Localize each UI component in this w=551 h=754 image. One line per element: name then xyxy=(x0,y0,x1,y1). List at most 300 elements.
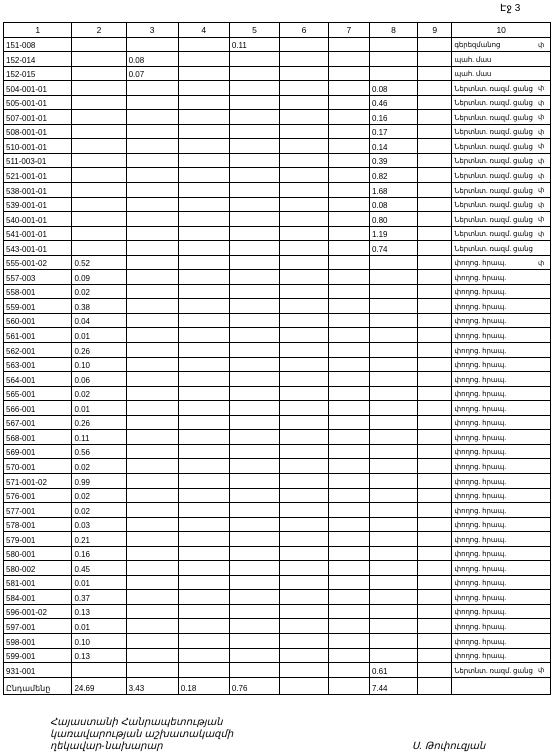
table-cell: 538-001-01 xyxy=(4,183,72,198)
table-cell xyxy=(126,663,178,678)
table-cell: 1 xyxy=(4,23,72,38)
table-cell xyxy=(229,212,279,227)
table-cell xyxy=(229,197,279,212)
table-cell: փողոց. հրապ. xyxy=(452,313,551,328)
table-cell xyxy=(328,343,369,358)
table-cell xyxy=(229,444,279,459)
table-cell xyxy=(328,110,369,125)
table-cell xyxy=(229,313,279,328)
table-cell xyxy=(72,95,126,110)
table-cell: փողոց. հրապ. xyxy=(452,372,551,387)
table-cell: 4 xyxy=(178,23,229,38)
table-cell xyxy=(418,648,452,663)
table-cell: փողոց. հրապ. xyxy=(452,604,551,619)
table-cell xyxy=(280,473,329,488)
table-cell: 1.68 xyxy=(369,183,417,198)
table-cell: 566-001 xyxy=(4,401,72,416)
table-cell xyxy=(178,386,229,401)
table-cell xyxy=(72,153,126,168)
table-cell: 7 xyxy=(328,23,369,38)
table-cell xyxy=(178,575,229,590)
table-cell xyxy=(280,488,329,503)
table-body xyxy=(4,23,551,695)
table-cell xyxy=(126,590,178,605)
table-cell xyxy=(328,284,369,299)
table-cell xyxy=(126,139,178,154)
table-cell xyxy=(126,488,178,503)
table-cell xyxy=(229,488,279,503)
table-cell xyxy=(178,183,229,198)
table-cell xyxy=(369,546,417,561)
table-cell xyxy=(229,575,279,590)
table-cell xyxy=(280,430,329,445)
table-cell: 0.82 xyxy=(369,168,417,183)
table-cell xyxy=(126,503,178,518)
signature-title-line: ղեկավար-նախարար xyxy=(50,741,163,752)
table-cell xyxy=(178,313,229,328)
table-cell: 0.18 xyxy=(178,677,229,694)
table-cell xyxy=(369,561,417,576)
table-cell: Ներտնտ. ռազմ. ցանց xyxy=(452,212,551,227)
table-cell: Ներտնտ. ռազմ. ցանց xyxy=(452,663,551,678)
signature-title-line: Հայաստանի Հանրապետության xyxy=(50,717,223,728)
table-cell xyxy=(126,575,178,590)
table-cell xyxy=(280,619,329,634)
table-cell xyxy=(72,168,126,183)
table-cell xyxy=(229,168,279,183)
table-cell: 24.69 xyxy=(72,677,126,694)
table-total-row xyxy=(4,677,551,694)
table-cell: 563-001 xyxy=(4,357,72,372)
table-cell: պահ. մաս xyxy=(452,52,551,67)
table-cell: Ներտնտ. ռազմ. ցանց xyxy=(452,153,551,168)
table-cell xyxy=(328,81,369,96)
table-cell xyxy=(369,37,417,52)
table-cell: 2 xyxy=(72,23,126,38)
table-cell: փողոց. հրապ. xyxy=(452,328,551,343)
table-cell xyxy=(280,503,329,518)
table-cell xyxy=(328,197,369,212)
table-cell xyxy=(178,299,229,314)
table-cell xyxy=(229,52,279,67)
table-row xyxy=(4,95,551,110)
table-cell: 0.26 xyxy=(72,415,126,430)
table-cell xyxy=(280,386,329,401)
table-cell xyxy=(369,255,417,270)
table-cell: 0.56 xyxy=(72,444,126,459)
table-cell: 152-015 xyxy=(4,66,72,81)
margin-mark: փ xyxy=(538,216,545,224)
table-cell xyxy=(328,561,369,576)
table-cell xyxy=(328,575,369,590)
table-cell xyxy=(178,415,229,430)
table-cell: Ներտնտ. ռազմ. ցանց xyxy=(452,226,551,241)
table-cell: 0.76 xyxy=(229,677,279,694)
table-cell: 598-001 xyxy=(4,633,72,648)
table-cell: 0.46 xyxy=(369,95,417,110)
table-cell: փողոց. հրապ. xyxy=(452,357,551,372)
table-cell xyxy=(178,153,229,168)
table-cell xyxy=(418,255,452,270)
table-cell xyxy=(328,153,369,168)
table-cell xyxy=(229,183,279,198)
table-cell: 570-001 xyxy=(4,459,72,474)
table-row xyxy=(4,343,551,358)
table-cell xyxy=(418,197,452,212)
table-cell: 511-003-01 xyxy=(4,153,72,168)
table-cell: 0.39 xyxy=(369,153,417,168)
table-cell xyxy=(178,284,229,299)
land-table xyxy=(3,22,551,695)
table-cell: փողոց. հրապ. xyxy=(452,473,551,488)
table-cell xyxy=(178,517,229,532)
table-cell xyxy=(369,503,417,518)
table-cell xyxy=(126,633,178,648)
table-cell: 584-001 xyxy=(4,590,72,605)
table-cell xyxy=(369,357,417,372)
table-cell xyxy=(369,532,417,547)
table-cell xyxy=(178,459,229,474)
table-cell xyxy=(280,81,329,96)
table-cell: 565-001 xyxy=(4,386,72,401)
table-cell xyxy=(369,52,417,67)
table-cell xyxy=(178,561,229,576)
table-cell xyxy=(280,124,329,139)
table-cell: 508-001-01 xyxy=(4,124,72,139)
table-cell xyxy=(418,313,452,328)
table-cell: 577-001 xyxy=(4,503,72,518)
table-cell xyxy=(126,284,178,299)
table-cell: փողոց. հրապ. xyxy=(452,590,551,605)
table-cell: 3 xyxy=(126,23,178,38)
table-cell: 0.07 xyxy=(126,66,178,81)
table-cell: 0.37 xyxy=(72,590,126,605)
table-cell xyxy=(418,110,452,125)
table-cell xyxy=(280,415,329,430)
table-cell xyxy=(229,503,279,518)
table-row xyxy=(4,372,551,387)
table-cell xyxy=(328,459,369,474)
table-cell xyxy=(369,313,417,328)
table-cell xyxy=(178,168,229,183)
table-cell: 0.21 xyxy=(72,532,126,547)
table-cell xyxy=(229,430,279,445)
table-cell xyxy=(126,604,178,619)
table-cell xyxy=(126,473,178,488)
table-cell xyxy=(328,66,369,81)
table-cell xyxy=(229,386,279,401)
table-cell: փողոց. հրապ. xyxy=(452,430,551,445)
table-cell xyxy=(418,372,452,387)
table-cell xyxy=(369,633,417,648)
table-cell xyxy=(280,357,329,372)
table-row xyxy=(4,110,551,125)
table-cell: 541-001-01 xyxy=(4,226,72,241)
table-cell xyxy=(328,357,369,372)
table-cell xyxy=(229,124,279,139)
table-cell: 0.38 xyxy=(72,299,126,314)
table-cell xyxy=(178,81,229,96)
table-cell xyxy=(369,648,417,663)
table-header-row xyxy=(4,23,551,38)
table-cell: փողոց. հրապ. xyxy=(452,401,551,416)
table-cell xyxy=(126,183,178,198)
table-cell: 559-001 xyxy=(4,299,72,314)
table-cell: 0.11 xyxy=(229,37,279,52)
table-row xyxy=(4,503,551,518)
table-cell xyxy=(178,473,229,488)
table-cell xyxy=(280,604,329,619)
table-cell xyxy=(229,95,279,110)
table-cell xyxy=(418,124,452,139)
table-cell: փողոց. հրապ. xyxy=(452,532,551,547)
table-cell xyxy=(229,81,279,96)
table-row xyxy=(4,532,551,547)
table-cell xyxy=(72,66,126,81)
table-cell xyxy=(280,299,329,314)
table-cell: 560-001 xyxy=(4,313,72,328)
table-cell xyxy=(418,517,452,532)
table-row xyxy=(4,444,551,459)
table-cell xyxy=(126,444,178,459)
table-cell: 3.43 xyxy=(126,677,178,694)
table-cell xyxy=(328,95,369,110)
table-cell xyxy=(418,386,452,401)
table-row xyxy=(4,386,551,401)
table-cell xyxy=(280,183,329,198)
margin-mark: փ xyxy=(538,128,545,136)
table-cell xyxy=(126,517,178,532)
table-cell xyxy=(328,386,369,401)
table-cell xyxy=(328,372,369,387)
table-cell xyxy=(229,517,279,532)
table-cell xyxy=(328,633,369,648)
table-cell xyxy=(178,328,229,343)
table-cell xyxy=(418,212,452,227)
table-cell: 597-001 xyxy=(4,619,72,634)
table-cell: 0.13 xyxy=(72,604,126,619)
table-row xyxy=(4,139,551,154)
table-cell xyxy=(369,372,417,387)
table-cell xyxy=(72,183,126,198)
table-cell xyxy=(229,255,279,270)
table-cell xyxy=(418,677,452,694)
table-row xyxy=(4,168,551,183)
table-cell: 510-001-01 xyxy=(4,139,72,154)
table-row xyxy=(4,226,551,241)
table-cell xyxy=(126,124,178,139)
table-cell xyxy=(126,168,178,183)
table-cell xyxy=(229,110,279,125)
table-cell: Ներտնտ. ռազմ. ցանց xyxy=(452,183,551,198)
table-cell xyxy=(280,532,329,547)
table-cell xyxy=(229,66,279,81)
table-cell: 0.02 xyxy=(72,459,126,474)
table-cell xyxy=(418,444,452,459)
table-cell xyxy=(328,430,369,445)
table-cell xyxy=(328,255,369,270)
table-cell xyxy=(328,590,369,605)
table-cell xyxy=(126,619,178,634)
signature-title-line: կառավարության աշխատակազմի xyxy=(50,729,234,740)
table-cell xyxy=(229,590,279,605)
table-cell xyxy=(229,619,279,634)
table-cell: Ներտնտ. ռազմ. ցանց xyxy=(452,168,551,183)
table-cell xyxy=(126,386,178,401)
table-cell xyxy=(369,575,417,590)
table-cell: 0.08 xyxy=(126,52,178,67)
table-cell: փողոց. հրապ. xyxy=(452,546,551,561)
table-cell: 562-001 xyxy=(4,343,72,358)
table-cell xyxy=(369,270,417,285)
margin-mark: փ xyxy=(538,114,545,122)
table-cell xyxy=(229,401,279,416)
table-cell xyxy=(328,241,369,256)
table-row xyxy=(4,124,551,139)
table-cell xyxy=(126,153,178,168)
table-cell: 9 xyxy=(418,23,452,38)
table-cell: 0.01 xyxy=(72,619,126,634)
table-cell xyxy=(280,66,329,81)
table-cell xyxy=(229,459,279,474)
table-cell: 0.10 xyxy=(72,633,126,648)
table-cell xyxy=(280,255,329,270)
table-cell xyxy=(72,241,126,256)
table-cell xyxy=(369,604,417,619)
table-cell: 568-001 xyxy=(4,430,72,445)
table-cell: 0.03 xyxy=(72,517,126,532)
table-cell xyxy=(280,153,329,168)
table-cell xyxy=(280,677,329,694)
table-cell: 0.09 xyxy=(72,270,126,285)
table-cell xyxy=(126,241,178,256)
table-cell xyxy=(328,124,369,139)
table-cell xyxy=(178,197,229,212)
table-cell xyxy=(229,648,279,663)
table-cell: 0.17 xyxy=(369,124,417,139)
table-row xyxy=(4,66,551,81)
table-cell xyxy=(229,663,279,678)
table-cell xyxy=(280,444,329,459)
table-cell xyxy=(328,648,369,663)
table-cell xyxy=(418,343,452,358)
margin-mark: փ xyxy=(538,201,545,209)
table-cell: 0.45 xyxy=(72,561,126,576)
table-cell: 543-001-01 xyxy=(4,241,72,256)
table-cell xyxy=(126,648,178,663)
table-cell: 0.61 xyxy=(369,663,417,678)
table-cell xyxy=(229,343,279,358)
table-cell: 0.08 xyxy=(369,81,417,96)
margin-mark: փ xyxy=(538,85,545,93)
table-cell: 571-001-02 xyxy=(4,473,72,488)
table-cell xyxy=(72,37,126,52)
table-cell xyxy=(280,110,329,125)
table-cell: 540-001-01 xyxy=(4,212,72,227)
table-cell xyxy=(178,430,229,445)
table-cell xyxy=(280,648,329,663)
table-cell xyxy=(418,663,452,678)
table-cell xyxy=(229,299,279,314)
table-cell: 0.01 xyxy=(72,401,126,416)
table-cell xyxy=(280,139,329,154)
table-cell: 0.13 xyxy=(72,648,126,663)
table-cell: 0.01 xyxy=(72,328,126,343)
table-cell: 580-001 xyxy=(4,546,72,561)
table-cell: փողոց. հրապ. xyxy=(452,343,551,358)
table-cell: փողոց. հրապ. xyxy=(452,633,551,648)
table-row xyxy=(4,663,551,678)
table-cell xyxy=(328,328,369,343)
table-cell xyxy=(280,168,329,183)
table-cell xyxy=(328,212,369,227)
table-row xyxy=(4,633,551,648)
table-cell: 0.04 xyxy=(72,313,126,328)
table-cell: 596-001-02 xyxy=(4,604,72,619)
table-cell xyxy=(280,517,329,532)
table-cell xyxy=(178,648,229,663)
table-cell: փողոց. հրապ. xyxy=(452,284,551,299)
table-cell: փողոց. հրապ. xyxy=(452,415,551,430)
table-cell xyxy=(178,110,229,125)
table-cell: փողոց. հրապ. xyxy=(452,517,551,532)
table-cell: 0.26 xyxy=(72,343,126,358)
table-cell xyxy=(418,183,452,198)
table-cell xyxy=(178,139,229,154)
table-row xyxy=(4,619,551,634)
table-cell: փողոց. հրապ. xyxy=(452,648,551,663)
table-cell xyxy=(126,343,178,358)
table-cell xyxy=(418,66,452,81)
table-cell: 578-001 xyxy=(4,517,72,532)
table-cell: փողոց. հրապ. xyxy=(452,444,551,459)
table-cell xyxy=(418,473,452,488)
table-cell xyxy=(126,197,178,212)
table-cell xyxy=(72,139,126,154)
table-cell: 0.02 xyxy=(72,284,126,299)
table-cell xyxy=(126,357,178,372)
table-cell xyxy=(369,284,417,299)
table-cell xyxy=(328,604,369,619)
table-cell xyxy=(418,532,452,547)
table-row xyxy=(4,270,551,285)
table-cell xyxy=(126,299,178,314)
table-cell: 0.02 xyxy=(72,503,126,518)
table-cell xyxy=(178,343,229,358)
table-row xyxy=(4,197,551,212)
table-row xyxy=(4,517,551,532)
table-cell: 0.14 xyxy=(369,139,417,154)
table-cell xyxy=(328,37,369,52)
table-cell xyxy=(280,197,329,212)
table-cell: 599-001 xyxy=(4,648,72,663)
table-row xyxy=(4,473,551,488)
table-cell xyxy=(126,561,178,576)
table-cell xyxy=(178,52,229,67)
table-cell xyxy=(328,139,369,154)
table-cell xyxy=(369,299,417,314)
table-row xyxy=(4,546,551,561)
table-cell xyxy=(126,37,178,52)
table-cell: 505-001-01 xyxy=(4,95,72,110)
table-cell xyxy=(178,503,229,518)
table-cell xyxy=(72,52,126,67)
margin-mark: փ xyxy=(538,157,545,165)
table-cell xyxy=(280,241,329,256)
table-cell xyxy=(328,313,369,328)
table-cell: 0.11 xyxy=(72,430,126,445)
table-cell xyxy=(178,488,229,503)
